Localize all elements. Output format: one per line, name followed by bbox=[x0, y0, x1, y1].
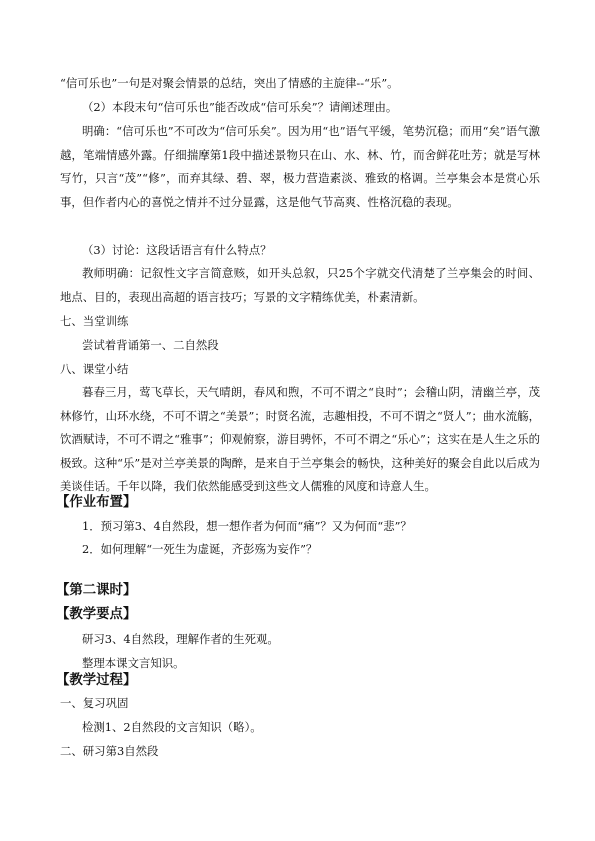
teacher-answer-paragraph: 教师明确：记叙性文字言简意赅，如开头总叙，只25个字就交代清楚了兰亭集会的时间、地点、目的，表现出高超的语言技巧；写景的文字精练优美，朴素清新。 bbox=[60, 266, 540, 304]
homework-item-2: 2．如何理解“一死生为虚诞，齐彭殇为妄作”？ bbox=[82, 542, 318, 556]
lesson-2-heading: 【第二课时】 bbox=[56, 583, 137, 598]
section-1-item: 检测1、2自然段的文言知识（略）。 bbox=[82, 720, 262, 734]
key-point-1: 研习3、4自然段，理解作者的生死观。 bbox=[82, 632, 279, 646]
homework-heading: 【作业布置】 bbox=[56, 495, 137, 510]
section-heading-2: 二、研习第3自然段 bbox=[60, 744, 159, 758]
summary-paragraph: 暮春三月，莺飞草长，天气晴朗，春风和煦，不可不谓之“良时”；会稽山阴，清幽兰亭，茂林修竹，山环水绕，不可不谓之“美景”；时贤名流，志趣相投，不可不谓之“贤人”；曲水流觞，饮酒赋诗，不可不谓之“雅事”；仰观俯察，游目骋怀，不可不谓之“乐心”；这实在是人生之乐的极致。这种“乐”是对兰亭美景的陶醉，是来自于兰亭集会的畅快，这种美好的聚会自此以后成为美谈佳话。千年以降，我们依然能感受到这些文人儒雅的风度和诗意人生。 bbox=[60, 385, 540, 493]
answer-paragraph: 明确：“信可乐也”不可改为“信可乐矣”。因为用“也”语气平缓，笔势沉稳；而用“矣”语气激越，笔端情感外露。仔细揣摩第1段中描述景物只在山、水、林、竹，而舍鲜花吐芳；就是写林写竹，只言“茂”“修”，而弃其绿、碧、翠，极力营造素淡、雅致的格调。兰亭集会本是赏心乐事，但作者内心的喜悦之情并不过分显露，这是他气节高爽、性格沉稳的表现。 bbox=[60, 124, 540, 209]
paragraph-line: “信可乐也”一句是对聚会情景的总结，突出了情感的主旋律--“乐”。 bbox=[60, 76, 399, 90]
question-3: （3）讨论：这段话语言有什么特点？ bbox=[82, 243, 272, 257]
section-heading-8: 八、课堂小结 bbox=[60, 362, 129, 376]
question-2: （2）本段末句“信可乐也”能否改成“信可乐矣”？请阐述理由。 bbox=[82, 100, 398, 114]
section-heading-7: 七、当堂训练 bbox=[60, 314, 129, 328]
section-7-item: 尝试着背诵第一、二自然段 bbox=[82, 338, 219, 352]
process-heading: 【教学过程】 bbox=[56, 673, 137, 688]
homework-item-1: 1．预习第3、4自然段，想一想作者为何而“痛”？又为何而“悲”？ bbox=[82, 519, 412, 533]
key-points-heading: 【教学要点】 bbox=[56, 607, 137, 622]
key-point-2: 整理本课文言知识。 bbox=[82, 656, 185, 670]
section-heading-1: 一、复习巩固 bbox=[60, 696, 129, 710]
